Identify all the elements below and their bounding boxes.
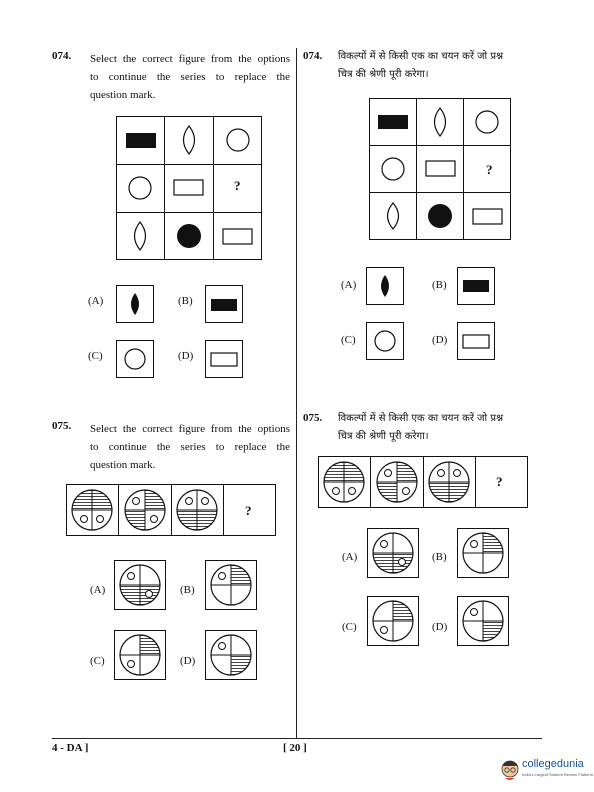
option-b-label: (B) — [178, 295, 193, 307]
question-mark: ? — [486, 162, 493, 177]
option-a-label: (A) — [90, 584, 106, 596]
option-d-label: (D) — [180, 655, 196, 667]
q75-hi-line-2: चित्र की श्रेणी पूरी करेगा। — [338, 431, 429, 442]
option-b-figure[interactable] — [457, 528, 509, 578]
quartered-circle-figure-2 — [377, 462, 417, 502]
circle-outline-icon — [375, 331, 395, 351]
option-d-figure[interactable] — [457, 322, 495, 360]
option-d-label: (D) — [432, 334, 448, 346]
option-b-figure[interactable] — [205, 560, 257, 610]
leaf-outline-icon — [184, 126, 195, 154]
question-mark: ? — [234, 178, 241, 193]
q74-number-hi: 074. — [303, 50, 323, 62]
footer-rule — [52, 738, 542, 739]
rectangle-outline-icon — [223, 229, 252, 244]
filled-rectangle-icon — [378, 115, 408, 129]
quartered-circle-figure-3 — [177, 490, 217, 530]
option-c-label: (C) — [90, 655, 105, 667]
option-a-label: (A) — [341, 279, 357, 291]
q74-text-en — [90, 50, 290, 104]
option-c-figure[interactable] — [116, 340, 154, 378]
q75-number-en: 075. — [52, 420, 72, 432]
option-d-label: (D) — [432, 621, 448, 633]
quartered-circle-figure-3 — [429, 462, 469, 502]
page-number: [ 20 ] — [283, 742, 307, 754]
option-a-label: (A) — [88, 295, 104, 307]
column-divider — [296, 48, 297, 738]
circle-outline-icon — [227, 129, 249, 151]
option-b-figure[interactable] — [457, 267, 495, 305]
q74-text-line-2: to continue the series to replace the — [90, 71, 290, 83]
leaf-outline-icon — [388, 203, 399, 229]
option-c-label: (C) — [88, 350, 103, 362]
q75-text-hi — [338, 410, 548, 446]
question-mark: ? — [496, 474, 503, 489]
rectangle-outline-icon — [211, 353, 237, 366]
option-b-figure[interactable] — [205, 285, 243, 323]
logo-tagline: India's Largest Student Review Platform — [522, 772, 594, 777]
filled-rectangle-icon — [211, 299, 237, 311]
option-d-figure[interactable] — [205, 340, 243, 378]
q74-hi-line-1: विकल्पों में से किसी एक का चयन करें जो प्रश्न — [338, 51, 504, 62]
filled-rectangle-icon — [463, 280, 489, 292]
circle-outline-icon — [382, 158, 404, 180]
option-d-figure[interactable] — [205, 630, 257, 680]
option-a-figure[interactable] — [366, 267, 404, 305]
question-mark: ? — [245, 503, 252, 518]
logo-text: collegedunia — [522, 758, 584, 770]
rectangle-outline-icon — [174, 180, 203, 195]
q75-text-line-3: question mark. — [90, 459, 156, 471]
circle-outline-icon — [125, 349, 145, 369]
option-c-figure[interactable] — [114, 630, 166, 680]
option-a-figure[interactable] — [116, 285, 154, 323]
rectangle-outline-icon — [426, 161, 455, 176]
q75-text-line-1: Select the correct figure from the options — [90, 423, 290, 435]
rectangle-outline-icon — [473, 209, 502, 224]
collegedunia-logo — [500, 756, 592, 786]
filled-rectangle-icon — [126, 133, 156, 148]
q74-text-line-1: Select the correct figure from the options — [90, 53, 290, 65]
option-b-label: (B) — [432, 551, 447, 563]
leaf-outline-icon — [135, 222, 146, 250]
quartered-circle-figure-2 — [125, 490, 165, 530]
option-c-figure[interactable] — [367, 596, 419, 646]
option-d-label: (D) — [178, 350, 194, 362]
option-a-label: (A) — [342, 551, 358, 563]
q74-text-line-3: question mark. — [90, 89, 156, 101]
q75-text-en — [90, 420, 290, 474]
option-c-figure[interactable] — [366, 322, 404, 360]
option-b-label: (B) — [180, 584, 195, 596]
option-a-figure[interactable] — [114, 560, 166, 610]
leaf-outline-icon — [435, 108, 446, 136]
option-c-label: (C) — [342, 621, 357, 633]
option-d-figure[interactable] — [457, 596, 509, 646]
option-a-figure[interactable] — [367, 528, 419, 578]
q75-text-line-2: to continue the series to replace the — [90, 441, 290, 453]
rectangle-outline-icon — [463, 335, 489, 348]
q74-text-hi — [338, 48, 548, 84]
quartered-circle-figure-1 — [72, 490, 112, 530]
filled-circle-icon — [428, 204, 452, 228]
filled-leaf-icon — [131, 293, 139, 315]
footer-code: 4 - DA ] — [52, 742, 89, 754]
filled-leaf-icon — [381, 275, 389, 297]
q75-hi-line-1: विकल्पों में से किसी एक का चयन करें जो प्रश्न — [338, 413, 504, 424]
circle-outline-icon — [129, 177, 151, 199]
option-c-label: (C) — [341, 334, 356, 346]
filled-circle-icon — [177, 224, 201, 248]
student-avatar-icon — [500, 758, 520, 782]
quartered-circle-figure-1 — [324, 462, 364, 502]
q75-number-hi: 075. — [303, 412, 323, 424]
q74-hi-line-2: चित्र की श्रेणी पूरी करेगा। — [338, 69, 429, 80]
option-b-label: (B) — [432, 279, 447, 291]
circle-outline-icon — [476, 111, 498, 133]
q74-number-en: 074. — [52, 50, 72, 62]
